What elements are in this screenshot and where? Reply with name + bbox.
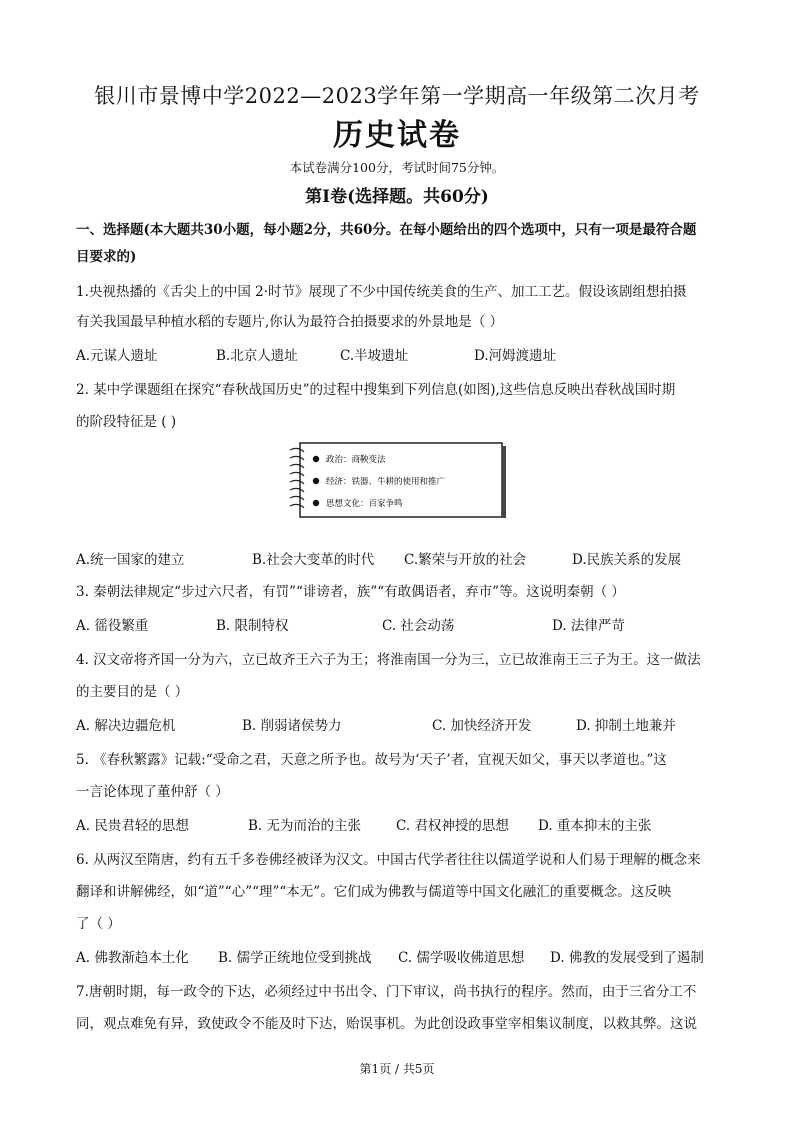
option-a[interactable]: A. 解决边疆危机	[76, 718, 176, 734]
question-5-line1: 5. 《春秋繁露》记载:“受命之君，天意之所予也。故号为‘天子’者，宜视天如父，事天以孝道也。”这	[76, 752, 667, 768]
option-d[interactable]: D. 佛教的发展受到了遏制	[550, 950, 704, 966]
volume-heading: 第Ⅰ卷(选择题。共60分)	[305, 187, 489, 207]
option-d[interactable]: D.民族关系的发展	[572, 552, 682, 568]
bullet-icon	[313, 456, 319, 462]
option-a[interactable]: A.统一国家的建立	[76, 552, 185, 568]
page-footer: 第1页 / 共5页	[359, 1062, 435, 1076]
question-5-line2: 一言论体现了董仲舒（ ）	[76, 784, 229, 800]
section-instructions-line1: 一、选择题(本大题共30小题，每小题2分，共60分。在每小题给出的四个选项中，只有一项是最符合题	[76, 222, 697, 238]
question-4-line2: 的主要目的是（ ）	[76, 684, 189, 700]
question-3-line1: 3. 秦朝法律规定“步过六尺者，有罚”“诽谤者，族”“有敢偶语者，弃市”等。这说明秦朝（ ）	[76, 584, 625, 600]
figure-shadow	[502, 446, 506, 518]
question-1-line2: 有关我国最早种植水稻的专题片,你认为最符合拍摄要求的外景地是（ ）	[76, 314, 504, 330]
question-6-line2: 翻译和讲解佛经，如“道”“心”“理”“本无”。它们成为佛教与儒道等中国文化融汇的重要概念。这反映	[76, 884, 672, 900]
question-6-line3: 了（ ）	[76, 916, 121, 932]
bullet-icon	[313, 500, 319, 506]
section-instructions-line2: 目要求的)	[76, 249, 137, 265]
option-b[interactable]: B. 儒学正统地位受到挑战	[218, 950, 372, 966]
option-a[interactable]: A. 佛教渐趋本土化	[76, 950, 189, 966]
option-a[interactable]: A. 徭役繁重	[76, 618, 149, 634]
option-a[interactable]: A. 民贵君轻的思想	[76, 818, 189, 834]
option-d[interactable]: D.河姆渡遗址	[474, 348, 557, 364]
question-1-options	[76, 344, 726, 364]
option-b[interactable]: B. 削弱诸侯势力	[242, 718, 342, 734]
question-2-figure	[286, 440, 508, 520]
figure-item-economy: 经济：铁器、牛耕的使用和推广	[326, 477, 446, 487]
exam-title: 银川市景博中学2022—2023学年第一学期高一年级第二次月考	[94, 84, 700, 108]
question-5-options	[76, 814, 726, 834]
option-a[interactable]: A.元谋人遗址	[76, 348, 158, 364]
option-c[interactable]: C.繁荣与开放的社会	[404, 552, 527, 568]
question-6-options	[76, 946, 726, 966]
figure-item-culture: 思想文化：百家争鸣	[326, 499, 403, 509]
option-d[interactable]: D. 法律严苛	[552, 618, 625, 634]
option-b[interactable]: B. 无为而治的主张	[248, 818, 362, 834]
question-2-line2: 的阶段特征是 ( )	[76, 414, 177, 430]
question-2-line1: 2. 某中学课题组在探究“春秋战国历史”的过程中搜集到下列信息(如图),这些信息反映出春秋战国时期	[76, 382, 676, 398]
question-7-line1: 7.唐朝时期，每一政令的下达，必须经过中书出令、门下审议，尚书执行的程序。然而，由于三省分工不	[76, 984, 697, 1000]
option-d[interactable]: D. 抑制土地兼并	[576, 718, 676, 734]
option-d[interactable]: D. 重本抑末的主张	[538, 818, 652, 834]
option-c[interactable]: C. 加快经济开发	[432, 718, 532, 734]
option-b[interactable]: B.社会大变革的时代	[252, 552, 375, 568]
question-4-line1: 4. 汉文帝将齐国一分为六，立已故齐王六子为王；将淮南国一分为三，立已故淮南王三子为王。这一做法	[76, 652, 701, 668]
question-6-line1: 6. 从两汉至隋唐，约有五千多卷佛经被译为汉文。中国古代学者往往以儒道学说和人们易于理解的概念来	[76, 852, 701, 868]
question-2-options	[76, 548, 726, 568]
subject-title: 历史试卷	[333, 118, 461, 153]
bullet-icon	[313, 478, 319, 484]
option-c[interactable]: C. 君权神授的思想	[396, 818, 509, 834]
option-c[interactable]: C. 社会动荡	[382, 618, 455, 634]
exam-note: 本试卷满分100分，考试时间75分钟。	[289, 160, 505, 175]
question-3-options	[76, 614, 726, 634]
option-b[interactable]: B.北京人遗址	[216, 348, 298, 364]
option-b[interactable]: B. 限制特权	[216, 618, 289, 634]
question-7-line2: 同，观点难免有异，致使政令不能及时下达，贻误事机。为此创设政事堂宰相集议制度，以救其弊。这说	[76, 1016, 697, 1032]
question-4-options	[76, 714, 726, 734]
figure-item-politics: 政治：商鞅变法	[326, 455, 386, 465]
option-c[interactable]: C. 儒学吸收佛道思想	[398, 950, 525, 966]
question-1-line1: 1.央视热播的《舌尖上的中国 2·时节》展现了不少中国传统美食的生产、加工工艺。假设该剧组想拍摄	[76, 284, 687, 300]
option-c[interactable]: C.半坡遗址	[340, 348, 409, 364]
